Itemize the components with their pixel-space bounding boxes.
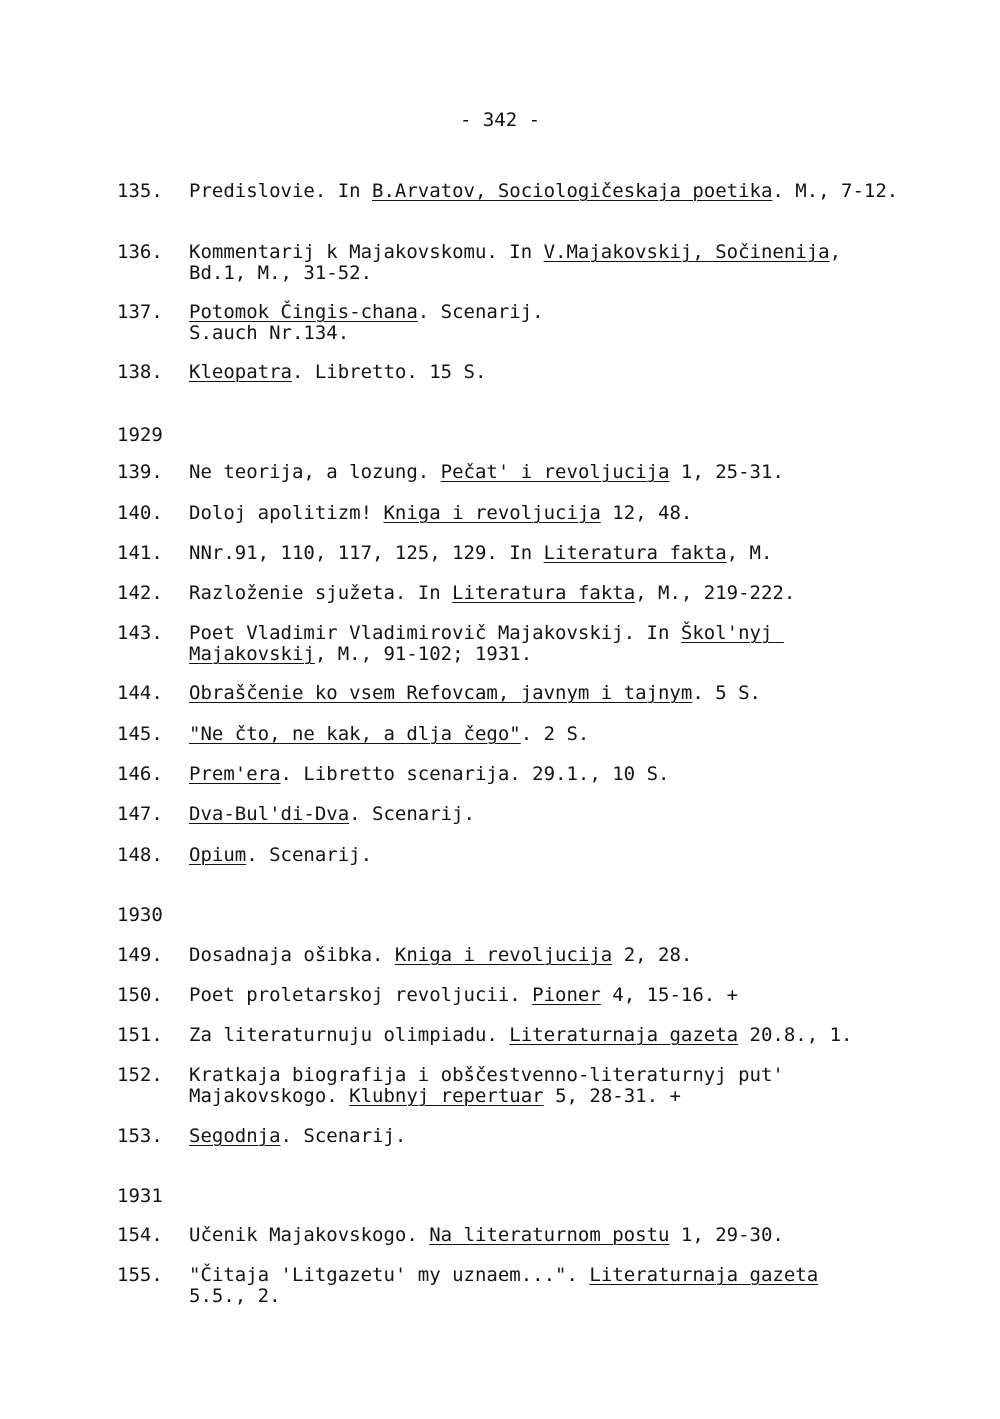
entry-title: Literaturnaja gazeta	[589, 1264, 819, 1286]
entry-text: NNr.91, 110, 117, 125, 129. In Literatura fakta, M.	[189, 542, 773, 564]
entry-title: Kniga i revoljucija	[383, 502, 601, 524]
entry-number: 150.	[117, 984, 163, 1006]
entry-number: 149.	[117, 944, 163, 966]
entry-title: Segodnja	[189, 1125, 281, 1147]
entry-number: 136.	[117, 241, 163, 263]
entry-text: Segodnja. Scenarij.	[189, 1125, 407, 1147]
entry-text: Dosadnaja ošibka. Kniga i revoljucija 2, 28.	[189, 944, 693, 966]
entry-title: Na literaturnom postu	[429, 1224, 670, 1246]
entry-number: 139.	[117, 461, 163, 483]
entry-text: Kleopatra. Libretto. 15 S.	[189, 361, 487, 383]
entry-number: 141.	[117, 542, 163, 564]
year-heading: 1930	[117, 904, 163, 926]
entry-text: Dva-Bul'di-Dva. Scenarij.	[189, 803, 475, 825]
entry-text: Obraščenie ko vsem Refovcam, javnym i tajnym. 5 S.	[189, 682, 761, 704]
entry-text: Za literaturnuju olimpiadu. Literaturnaja gazeta 20.8., 1.	[189, 1024, 853, 1046]
entry-number: 140.	[117, 502, 163, 524]
entry-number: 151.	[117, 1024, 163, 1046]
entry-title: "Ne čto, ne kak, a dlja čego"	[189, 723, 521, 745]
page-number: - 342 -	[459, 109, 541, 131]
entry-title: Pečat' i revoljucija	[440, 461, 670, 483]
entry-number: 142.	[117, 582, 163, 604]
entry-text: Poet Vladimir Vladimirovič Majakovskij. In Škol'nyj Majakovskij, M., 91-102; 1931.	[189, 622, 784, 665]
entry-text: Potomok Čingis-chana. Scenarij. S.auch Nr.134.	[189, 301, 544, 344]
entry-number: 148.	[117, 844, 163, 866]
entry-title: Pioner	[532, 984, 601, 1006]
entry-number: 135.	[117, 180, 163, 202]
entry-title: Literatura fakta	[543, 542, 727, 564]
entry-text: "Ne čto, ne kak, a dlja čego". 2 S.	[189, 723, 590, 745]
entry-number: 137.	[117, 301, 163, 323]
year-heading: 1931	[117, 1185, 163, 1207]
entry-title: Kleopatra	[189, 361, 292, 383]
entry-number: 147.	[117, 803, 163, 825]
entry-number: 145.	[117, 723, 163, 745]
entry-number: 146.	[117, 763, 163, 785]
entry-title: Klubnyj repertuar	[349, 1085, 544, 1107]
entry-title: Literaturnaja gazeta	[509, 1024, 739, 1046]
entry-text: Prem'era. Libretto scenarija. 29.1., 10 S.	[189, 763, 670, 785]
entry-number: 153.	[117, 1125, 163, 1147]
entry-text: Predislovie. In B.Arvatov, Sociologičeskaja poetika. M., 7-12.	[189, 180, 899, 202]
entry-number: 152.	[117, 1064, 163, 1086]
entry-text: Razloženie sjužeta. In Literatura fakta, M., 219-222.	[189, 582, 796, 604]
entry-title: Potomok Čingis-chana	[189, 301, 418, 323]
entry-title: V.Majakovskij, Sočinenija	[543, 241, 830, 263]
entry-number: 155.	[117, 1264, 163, 1286]
entry-text: Učenik Majakovskogo. Na literaturnom postu 1, 29-30.	[189, 1224, 784, 1246]
entry-title: Dva-Bul'di-Dva	[189, 803, 350, 825]
entry-text: Kratkaja biografija i obščestvenno-literaturnyj put' Majakovskogo. Klubnyj repertuar 5, 28-31. +	[189, 1064, 796, 1107]
entry-title: Kniga i revoljucija	[394, 944, 613, 966]
entry-number: 138.	[117, 361, 163, 383]
entry-text: Ne teorija, a lozung. Pečat' i revoljucija 1, 25-31.	[189, 461, 784, 483]
year-heading: 1929	[117, 424, 163, 446]
entry-number: 143.	[117, 622, 163, 644]
entry-title: Literatura fakta	[452, 582, 636, 604]
entry-number: 144.	[117, 682, 163, 704]
entry-title: Obraščenie ko vsem Refovcam, javnym i tajnym	[189, 682, 693, 704]
entry-text: Opium. Scenarij.	[189, 844, 373, 866]
entry-title: Škol'nyj Majakovskij	[189, 622, 784, 665]
entry-text: "Čitaja 'Litgazetu' my uznaem...". Literaturnaja gazeta 5.5., 2.	[189, 1264, 819, 1307]
entry-text: Kommentarij k Majakovskomu. In V.Majakovskij, Sočinenija, Bd.1, M., 31-52.	[189, 241, 853, 284]
entry-text: Poet proletarskoj revoljucii. Pioner 4, 15-16. +	[189, 984, 739, 1006]
entry-number: 154.	[117, 1224, 163, 1246]
entry-text: Doloj apolitizm! Kniga i revoljucija 12, 48.	[189, 502, 693, 524]
entry-title: B.Arvatov, Sociologičeskaja poetika	[372, 180, 773, 202]
entry-title: Prem'era	[189, 763, 281, 785]
entry-title: Opium	[189, 844, 247, 866]
